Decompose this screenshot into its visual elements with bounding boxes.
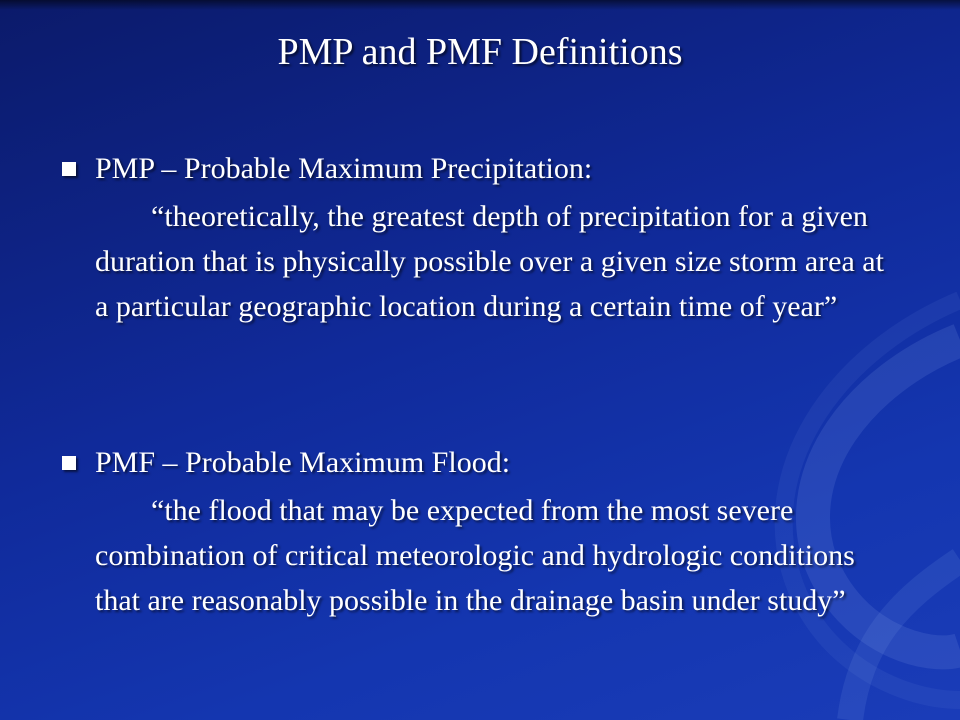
bullet-pmf-heading: PMF – Probable Maximum Flood: [95,446,511,479]
slide-title: PMP and PMF Definitions [277,31,683,73]
bullet-pmf-definition: “the flood that may be expected from the most severe combination of critical meteorologic and hydrologic conditions that are reasonably possible in the drainage basin under study” [95,494,855,617]
square-bullet-icon [62,162,76,176]
bullet-pmp-heading: PMP – Probable Maximum Precipitation: [95,152,593,185]
bullet-pmf-heading-row [62,440,902,486]
bullet-pmp [62,146,902,329]
bullet-pmp-definition: “theoretically, the greatest depth of precipitation for a given duration that is physically possible over a given size storm area at a particular geographic location during a certain time of year” [95,200,884,323]
square-bullet-icon [62,456,76,470]
bullet-pmf [62,440,902,623]
top-edge-shadow [0,0,960,10]
bullet-pmp-heading-row [62,146,902,192]
